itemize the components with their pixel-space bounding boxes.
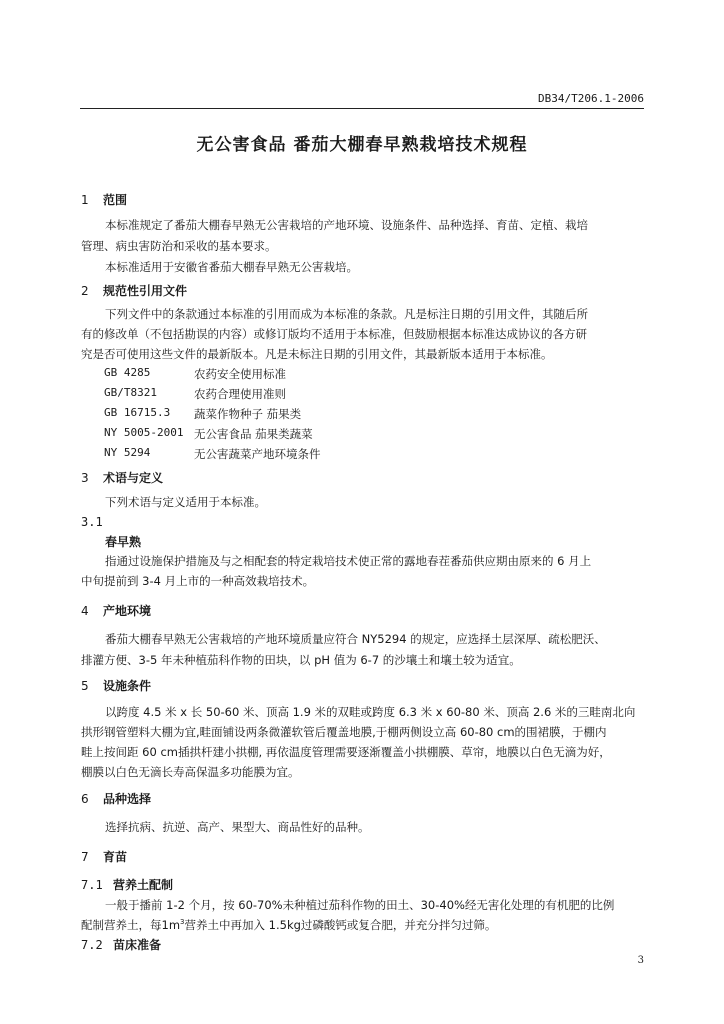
subsection-title: 营养土配制: [113, 878, 174, 892]
section-number: 6: [81, 792, 89, 806]
section-1-heading: [81, 191, 127, 208]
paragraph-line: 番茄大棚春早熟无公害栽培的产地环境质量应符合 NY5294 的规定，应选择土层深厚、疏松肥沃、: [105, 632, 606, 646]
reference-code: GB 16715.3: [104, 406, 171, 419]
reference-code: GB/T8321: [104, 386, 157, 399]
page-title: 无公害食品 番茄大棚春早熟栽培技术规程: [196, 135, 528, 155]
section-title: 产地环境: [103, 604, 152, 618]
paragraph-line: 本标准规定了番茄大棚春早熟无公害栽培的产地环境、设施条件、品种选择、育苗、定植、栽培: [105, 218, 588, 232]
reference-code: NY 5005-2001: [104, 426, 184, 439]
section-5-heading: [81, 677, 151, 694]
section-title: 设施条件: [103, 679, 152, 693]
subsection-number: 7.1: [81, 878, 103, 892]
paragraph-line: 畦上按间距 60 cm插拱杆建小拱棚, 再依温度管理需要逐渐覆盖小拱棚膜、草帘，地膜以白色无滴为好，: [81, 745, 611, 759]
paragraph-line: 一般于播前 1-2 个月，按 60-70%未种植过茄科作物的田土、30-40%经无害化处理的有机肥的比例: [105, 898, 615, 912]
reference-title: 农药安全使用标准: [194, 367, 286, 381]
reference-code: GB 4285: [104, 366, 151, 379]
section-number: 2: [81, 284, 89, 298]
reference-title: 蔬菜作物种子 茄果类: [194, 407, 302, 421]
paragraph-line: 本标准适用于安徽省番茄大棚春早熟无公害栽培。: [105, 260, 358, 274]
section-number: 1: [81, 193, 89, 207]
reference-code: NY 5294: [104, 446, 151, 459]
section-title: 术语与定义: [103, 471, 164, 485]
section-2-heading: [81, 282, 187, 299]
section-number: 7: [81, 850, 89, 864]
reference-title: 无公害蔬菜产地环境条件: [194, 447, 321, 461]
subsection-7-1-heading: [81, 876, 173, 893]
reference-title: 农药合理使用准则: [194, 387, 286, 401]
header-rule: [80, 108, 644, 109]
section-title: 育苗: [103, 850, 128, 864]
section-4-heading: [81, 602, 151, 619]
term-heading: 春早熟: [105, 535, 142, 549]
reference-title: 无公害食品 茄果类蔬菜: [194, 427, 313, 441]
section-number: 3: [81, 471, 89, 485]
paragraph-line: 管理、病虫害防治和采收的基本要求。: [81, 239, 277, 253]
section-number: 5: [81, 679, 89, 693]
section-7-heading: [81, 848, 127, 865]
paragraph-line: 排灌方便、3-5 年未种植茄科作物的田块，以 pH 值为 6-7 的沙壤土和壤土较为适宜。: [81, 653, 521, 667]
section-3-heading: [81, 469, 163, 486]
paragraph-line: 拱形钢管塑料大棚为宜,畦面铺设两条微灌软管后覆盖地膜,于棚两侧设立高 60-80 cm的围裙膜，于棚内: [81, 725, 607, 739]
section-title: 范围: [103, 193, 128, 207]
subsection-7-2-heading: [81, 936, 161, 953]
page-number: 3: [637, 955, 644, 966]
subsection-number: 3.1: [81, 515, 103, 529]
paragraph-line: 以跨度 4.5 米 x 长 50-60 米、顶高 1.9 米的双畦或跨度 6.3 米 x 60-80 米、顶高 2.6 米的三畦南北向: [105, 705, 636, 719]
section-number: 4: [81, 604, 89, 618]
section-6-heading: [81, 790, 151, 807]
paragraph-line: 选择抗病、抗逆、高产、果型大、商品性好的品种。: [105, 820, 370, 834]
paragraph-line: 棚膜以白色无滴长寿高保温多功能膜为宜。: [81, 765, 300, 779]
paragraph-line: 究是否可使用这些文件的最新版本。凡是未标注日期的引用文件，其最新版本适用于本标准。: [81, 347, 553, 361]
subsection-title: 苗床准备: [113, 938, 162, 952]
section-title: 规范性引用文件: [103, 284, 188, 298]
paragraph-line: 中旬提前到 3-4 月上市的一种高效栽培技术。: [81, 574, 315, 588]
paragraph-line: 指通过设施保护措施及与之相配套的特定栽培技术使正常的露地春茬番茄供应期由原来的 6 月上: [105, 554, 592, 568]
paragraph-line: 有的修改单（不包括勘误的内容）或修订版均不适用于本标准，但鼓励根据本标准达成协议的各方研: [81, 327, 587, 341]
document-number: DB34/T206.1-2006: [538, 92, 644, 105]
paragraph-line: 下列文件中的条款通过本标准的引用而成为本标准的条款。凡是标注日期的引用文件，其随后所: [105, 307, 588, 321]
paragraph-line: 配制营养土，每$1m^3$营养土中再加入 1.5kg过磷酸钙或复合肥，并充分拌匀过筛。: [81, 918, 497, 932]
subsection-number: 7.2: [81, 938, 103, 952]
superscript: 3: [180, 918, 185, 927]
paragraph-line: 下列术语与定义适用于本标准。: [105, 495, 266, 509]
section-title: 品种选择: [103, 792, 152, 806]
